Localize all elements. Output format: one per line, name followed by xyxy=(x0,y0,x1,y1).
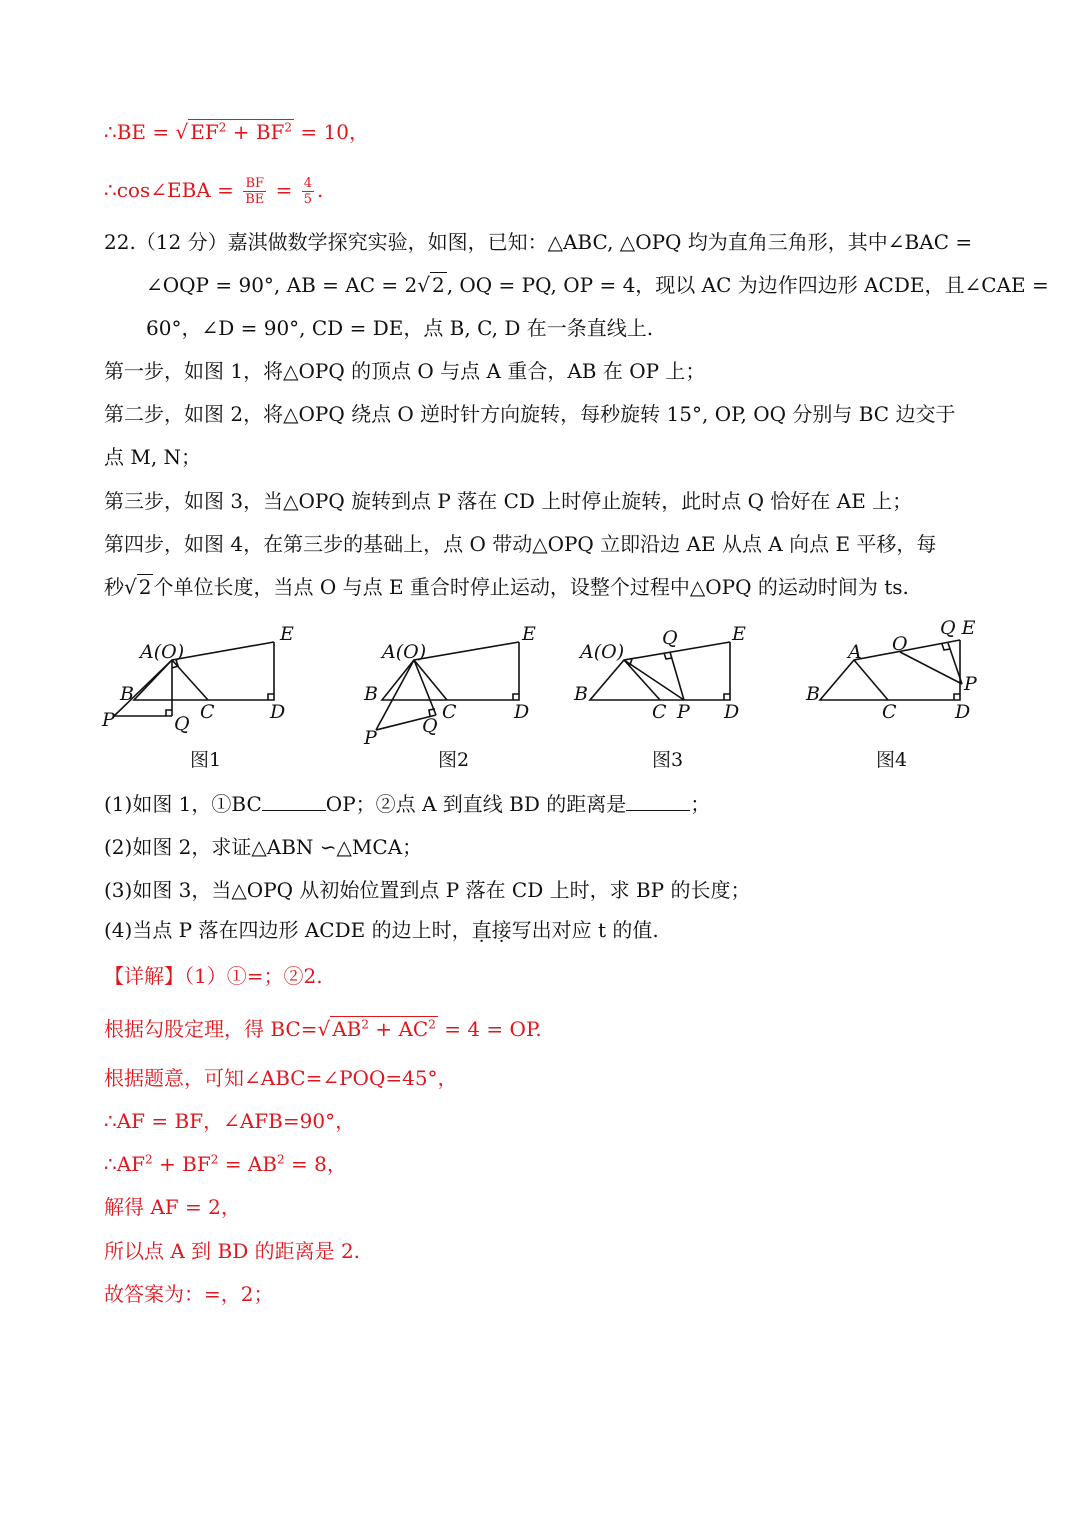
right-angle-d xyxy=(724,694,730,700)
caption-fig4: 图4 xyxy=(876,749,908,771)
step-2: 第二步，如图 2，将△OPQ 绕点 O 逆时针方向旋转，每秒旋转 15°, OP, OQ 分别与 BC 边交于 xyxy=(104,402,956,426)
answer-blank-1 xyxy=(262,790,326,811)
q1a: (1)如图 1，①BC xyxy=(104,792,262,816)
cos-equation xyxy=(104,172,323,208)
question-3: (3)如图 3，当△OPQ 从初始位置到点 P 落在 CD 上时，求 BP 的长度； xyxy=(104,878,751,902)
label-p: P xyxy=(364,727,377,749)
q4a: (4)当点 P 落在四边形 ACDE 的边上时， xyxy=(104,918,472,942)
label-p: P xyxy=(677,701,690,723)
caption-fig3: 图3 xyxy=(652,749,684,771)
s2-rad-b: + AC xyxy=(369,1017,429,1041)
right-angle-d xyxy=(954,694,960,700)
label-c: C xyxy=(652,701,667,723)
problem-line-3: 60°，∠D = 90°, CD = DE，点 B, C, D 在一条直线上. xyxy=(146,316,654,340)
quad-acde-fig4 xyxy=(820,640,960,700)
solution-line-7: 所以点 A 到 BD 的距离是 2. xyxy=(104,1239,361,1263)
fraction-4-5 xyxy=(302,176,314,207)
label-e: E xyxy=(732,623,746,645)
label-p: P xyxy=(964,673,977,695)
l2a: ∠OQP = 90°, AB = AC = 2√ xyxy=(146,273,430,297)
label-d: D xyxy=(270,701,286,723)
segment-ac xyxy=(854,660,888,700)
question-2: (2)如图 2，求证△ABN ∽△MCA； xyxy=(104,835,423,859)
label-b: B xyxy=(806,683,820,705)
cos-suffix: . xyxy=(317,178,324,202)
be-equation xyxy=(104,118,369,146)
fraction-bf-be xyxy=(243,176,266,207)
segment-ac xyxy=(414,660,447,700)
frac-den: BE xyxy=(245,192,265,207)
solution-line-3: 根据题意，可知∠ABC=∠POQ=45°， xyxy=(104,1066,458,1090)
label-ao: A(O) xyxy=(382,641,427,663)
label-ao: A(O) xyxy=(140,641,185,663)
sup: 2 xyxy=(145,1152,153,1167)
figure-1 xyxy=(96,612,306,746)
s5d: = 8， xyxy=(284,1152,347,1176)
s2-post: = 4 = OP. xyxy=(437,1017,542,1041)
be-suffix: = 10， xyxy=(294,120,369,144)
figure-2 xyxy=(356,612,556,756)
caption-fig1: 图1 xyxy=(190,749,222,771)
be-prefix: ∴BE = √ xyxy=(104,120,189,144)
be-rad-a: EF xyxy=(190,120,219,144)
q1c: ； xyxy=(690,792,711,816)
q4b: 写出对应 t 的值. xyxy=(511,918,659,942)
s5b: + BF xyxy=(152,1152,211,1176)
sup: 2 xyxy=(284,120,293,135)
label-q: Q xyxy=(174,713,190,735)
solution-line-6: 解得 AF = 2， xyxy=(104,1195,241,1219)
be-rad-b: + BF xyxy=(226,120,285,144)
figure-3 xyxy=(566,612,766,746)
emphasis-char-2: 接 xyxy=(491,918,512,942)
figure-4 xyxy=(800,612,1000,746)
step4b-radical: 2 xyxy=(138,575,152,599)
label-e: E xyxy=(522,623,536,645)
l2b-radical: 2 xyxy=(431,273,445,297)
segment-op xyxy=(376,660,414,730)
label-b: B xyxy=(574,683,588,705)
q1b: OP；②点 A 到直线 BD 的距离是 xyxy=(325,792,627,816)
sup: 2 xyxy=(277,1152,285,1167)
label-d: D xyxy=(955,701,971,723)
label-c: C xyxy=(200,701,215,723)
label-c: C xyxy=(882,701,897,723)
right-angle-d xyxy=(268,694,274,700)
s5c: = AB xyxy=(218,1152,277,1176)
label-d: D xyxy=(514,701,530,723)
cos-prefix: ∴cos∠EBA = xyxy=(104,178,241,202)
solution-line-8: 故答案为：=，2； xyxy=(104,1282,274,1306)
label-qe: Q E xyxy=(940,617,976,639)
emphasis-char-1: 直 xyxy=(471,918,492,942)
label-a: A xyxy=(848,641,862,663)
question-1 xyxy=(104,790,710,818)
problem-line-1: 22.（12 分）嘉淇做数学探究实验，如图，已知：△ABC, △OPQ 均为直角三角形，其中∠BAC = xyxy=(104,230,973,254)
label-e: E xyxy=(280,623,294,645)
label-p: P xyxy=(102,709,115,731)
solution-line-2 xyxy=(104,1015,542,1043)
step-3: 第三步，如图 3，当△OPQ 旋转到点 P 落在 CD 上时停止旋转，此时点 Q 恰好在 AE 上； xyxy=(104,489,913,513)
frac-den: 5 xyxy=(303,192,313,207)
sup: 2 xyxy=(361,1017,370,1032)
frac-num: BF xyxy=(243,176,266,192)
problem-line-2 xyxy=(146,271,1049,299)
cos-eq: = xyxy=(269,178,299,202)
s5a: ∴AF xyxy=(104,1152,146,1176)
right-angle-q xyxy=(166,710,172,716)
label-b: B xyxy=(120,683,134,705)
label-ao: A(O) xyxy=(580,641,625,663)
label-q: Q xyxy=(422,715,438,737)
solution-line-4: ∴AF = BF，∠AFB=90°， xyxy=(104,1109,356,1133)
segment-oq xyxy=(414,660,436,715)
l2c: , OQ = PQ, OP = 4，现以 AC 为边作四边形 ACDE，且∠CAE = xyxy=(446,273,1049,297)
be-radical xyxy=(188,119,294,144)
step-1: 第一步，如图 1，将△OPQ 的顶点 O 与点 A 重合，AB 在 OP 上； xyxy=(104,359,706,383)
step4b-pre: 秒√ xyxy=(104,575,137,599)
caption-fig2: 图2 xyxy=(438,749,470,771)
label-o: O xyxy=(892,633,908,655)
frac-num: 4 xyxy=(303,176,313,191)
step-2-cont: 点 M, N； xyxy=(104,445,202,469)
s2-rad-a: AB xyxy=(332,1017,362,1041)
sup: 2 xyxy=(218,120,227,135)
label-b: B xyxy=(364,683,378,705)
label-d: D xyxy=(724,701,740,723)
s2-pre: 根据勾股定理，得 BC=√ xyxy=(104,1017,331,1041)
step-4-cont xyxy=(104,573,909,601)
label-q: Q xyxy=(662,627,678,649)
right-angle-d xyxy=(513,694,519,700)
step4b-post: 个单位长度，当点 O 与点 E 重合时停止运动，设整个过程中△OPQ 的运动时间为 ts. xyxy=(153,575,909,599)
sup: 2 xyxy=(210,1152,219,1167)
label-c: C xyxy=(442,701,457,723)
solution-line-1: 【详解】（1）①=；②2. xyxy=(104,964,323,988)
question-4 xyxy=(104,916,659,944)
step-4: 第四步，如图 4，在第三步的基础上，点 O 带动△OPQ 立即沿边 AE 从点 A 向点 E 平移，每 xyxy=(104,532,937,556)
sup: 2 xyxy=(428,1017,436,1032)
answer-blank-2 xyxy=(626,790,690,811)
solution-line-5 xyxy=(104,1150,347,1178)
s2-radical xyxy=(330,1016,438,1041)
